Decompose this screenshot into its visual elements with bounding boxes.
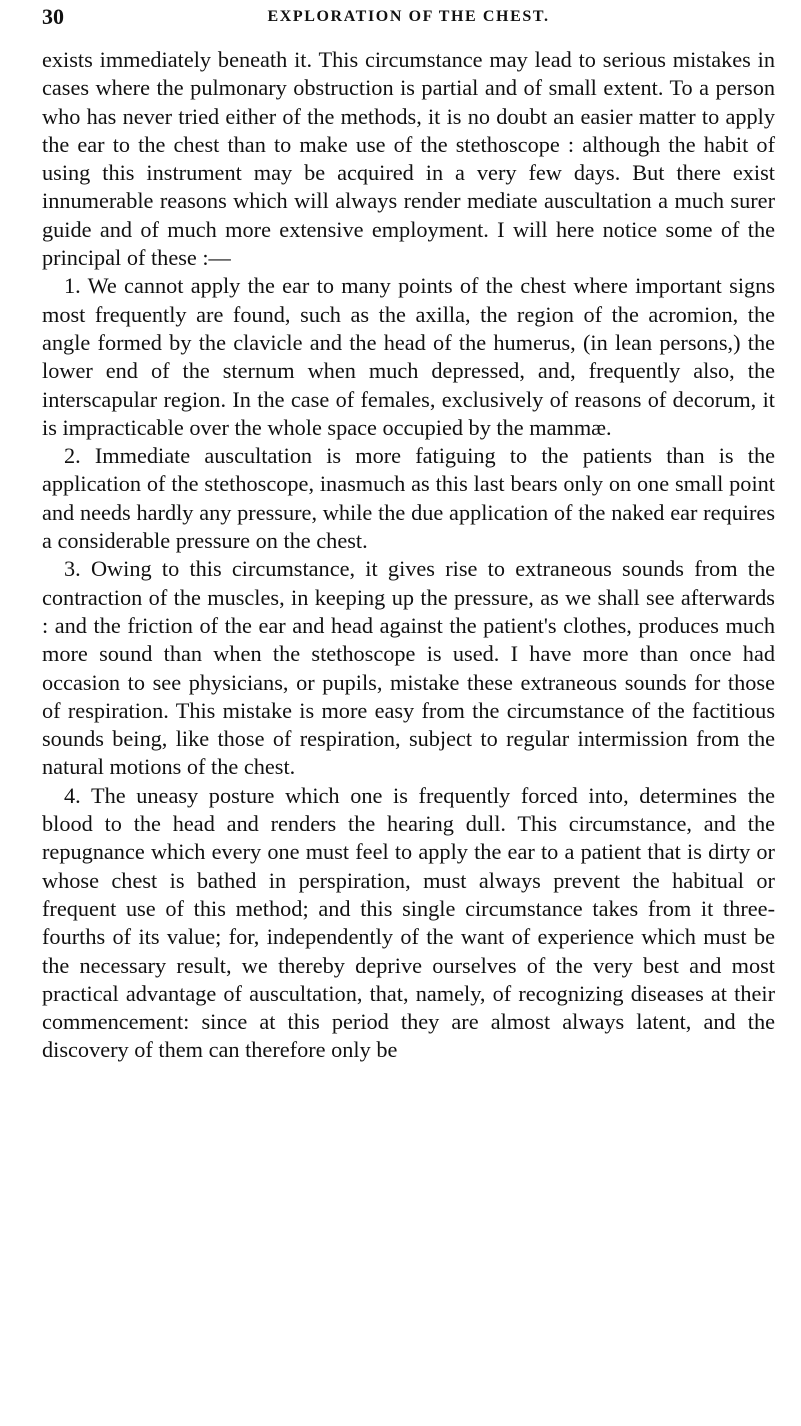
running-head bbox=[42, 4, 775, 34]
running-title: EXPLORATION OF THE CHEST. bbox=[267, 8, 550, 25]
paragraph-continuation: exists immediately beneath it. This circumstance may lead to serious mistakes in cases where the pulmonary obstruction is partial and of small extent. To a person who has never tried either of the methods, it is no doubt an easier matter to apply the ear to the chest than to make use of the stethoscope : although the habit of using this instrument may be acquired in a very few days. But there exist innumerable reasons which will always render mediate auscultation a much surer guide and of much more extensive employment. I will here notice some of the principal of these :— bbox=[42, 47, 775, 271]
paragraph-point-4: 4. The uneasy posture which one is frequently forced into, determines the blood to the head and renders the hearing dull. This circumstance, and the repugnance which every one must feel to apply the ear to a patient that is dirty or whose chest is bathed in perspiration, must always prevent the habitual or frequent use of this method; and this single circumstance takes from it three-fourths of its value; for, independently of the want of experience which must be the necessary result, we thereby deprive ourselves of the very best and most practical advantage of auscultation, that, namely, of recognizing diseases at their commencement: since at this period they are almost always latent, and the discovery of them can therefore only be bbox=[42, 782, 775, 1063]
paragraph-point-3: 3. Owing to this circumstance, it gives rise to extraneous sounds from the contraction of the muscles, in keeping up the pressure, as we shall see afterwards : and the friction of the ear and head against the patient's clothes, produces much more sound than when the stethoscope is used. I have more than once had occasion to see physicians, or pupils, mistake these extraneous sounds for those of respiration. This mistake is more easy from the circumstance of the factitious sounds being, like those of respiration, subject to regular intermission from the natural motions of the chest. bbox=[42, 556, 775, 780]
body-text bbox=[42, 46, 775, 1065]
page-number: 30 bbox=[42, 4, 64, 29]
paragraph-point-1: 1. We cannot apply the ear to many points of the chest where important signs most frequently are found, such as the axilla, the region of the acromion, the angle formed by the clavicle and the head of the humerus, (in lean persons,) the lower end of the sternum when much depressed, and, frequently also, the interscapular region. In the case of females, exclusively of reasons of decorum, it is impracticable over the whole space occupied by the mammæ. bbox=[42, 273, 775, 440]
paragraph-point-2: 2. Immediate auscultation is more fatiguing to the patients than is the application of the stethoscope, inasmuch as this last bears only on one small point and needs hardly any pressure, while the due application of the naked ear requires a considerable pressure on the chest. bbox=[42, 443, 775, 554]
